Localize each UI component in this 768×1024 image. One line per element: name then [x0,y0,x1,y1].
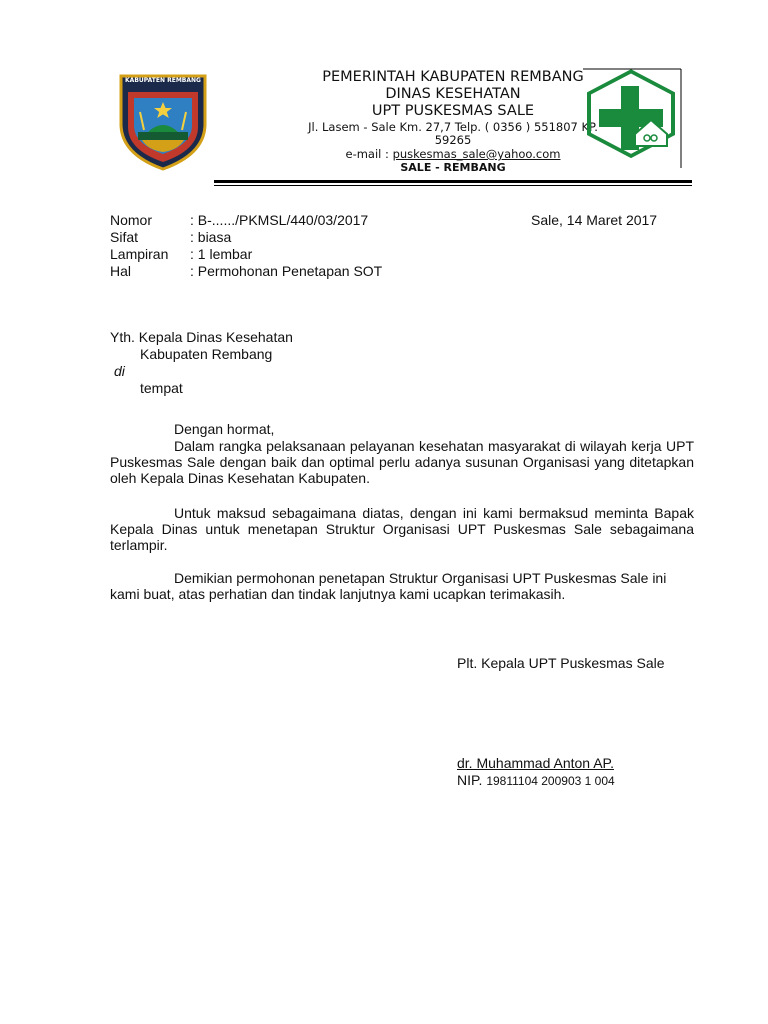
puskesmas-logo [583,68,683,168]
paragraph-1-text: Dalam rangka pelaksanaan pelayanan kesehatan masyarakat di wilayah kerja UPT Puskesmas Sale dengan baik dan optimal perlu adanya susunan Organisasi yang ditetapkan oleh Kepala Dinas Kesehatan Kabupaten. [110,438,694,486]
signer-nip [457,772,615,789]
header-government: PEMERINTAH KABUPATEN REMBANG [322,69,584,85]
green-cross-icon [583,68,683,168]
hal-value: : Permohonan Penetapan SOT [190,263,383,279]
kabupaten-rembang-logo [118,72,208,172]
sifat-label: Sifat [110,229,139,245]
paragraph-3 [110,570,694,602]
header-institution: UPT PUSKESMAS SALE [371,103,535,119]
recipient-line2: Kabupaten Rembang [140,346,273,362]
header-postal-code: 59265 [434,133,472,147]
header-address: Jl. Lasem - Sale Km. 27,7 Telp. ( 0356 ) 551807 KP. [308,120,598,134]
logo-left-caption: KABUPATEN REMBANG [125,77,201,84]
paragraph-2-text: Untuk maksud sebagaimana diatas, dengan ini kami bermaksud meminta Bapak Kepala Dinas untuk menetapan Struktur Organisasi UPT Puskesmas Sale sebagaimana terlampir. [110,505,694,553]
lampiran-value: : 1 lembar [190,246,253,262]
header-department: DINAS KESEHATAN [385,86,521,102]
recipient-line3: di [114,363,125,379]
sifat-value: : biasa [190,229,232,245]
paragraph-1 [110,438,694,486]
header-divider-thin [214,185,692,186]
paragraph-2 [110,505,694,553]
signer-name: dr. Muhammad Anton AP. [457,755,614,771]
coat-of-arms-icon [118,72,208,172]
greeting: Dengan hormat, [174,421,275,437]
signature-title: Plt. Kepala UPT Puskesmas Sale [457,655,665,671]
recipient-line1: Yth. Kepala Dinas Kesehatan [110,329,293,345]
nip-label: NIP. [457,772,487,788]
hal-label: Hal [110,263,132,279]
nomor-label: Nomor [110,212,153,228]
email-prefix: e-mail : [345,147,393,161]
header-city: SALE - REMBANG [400,161,506,174]
paragraph-3-text: Demikian permohonan penetapan Struktur Organisasi UPT Puskesmas Sale ini kami buat, atas perhatian dan tindak lanjutnya kami ucapkan terimakasih. [110,570,667,602]
recipient-line4: tempat [140,380,183,396]
letter-date: Sale, 14 Maret 2017 [531,212,658,228]
email-link[interactable]: puskesmas_sale@yahoo.com [392,147,561,161]
nip-number: 19811104 200903 1 004 [486,774,615,788]
nomor-value: : B-....../PKMSL/440/03/2017 [190,212,369,228]
lampiran-label: Lampiran [110,246,169,262]
header-divider-thick [214,180,692,183]
